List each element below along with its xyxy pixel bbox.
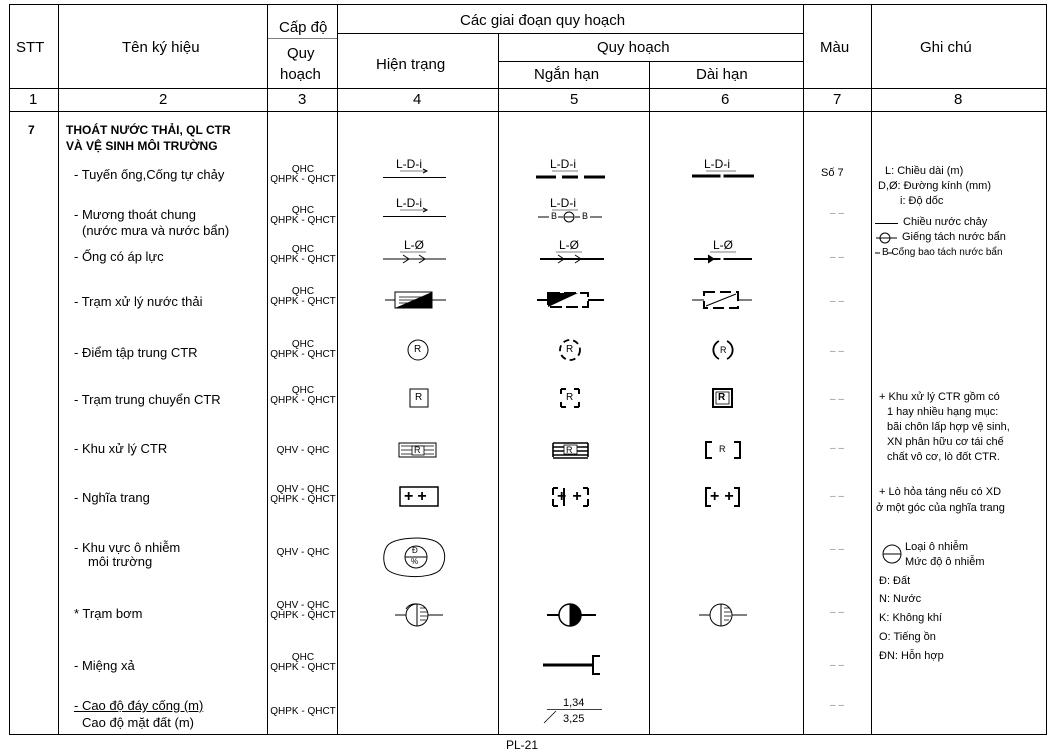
header-num-4: 4 bbox=[413, 91, 422, 108]
note-diameter: D,Ø: Đường kính (mm) bbox=[878, 180, 991, 192]
row-name-pump-station: * Trạm bơm bbox=[74, 606, 143, 621]
row-level-3b: QHPK - QHCT bbox=[270, 254, 336, 265]
section-number: 7 bbox=[28, 123, 35, 137]
row-level-2a: QHC bbox=[291, 205, 315, 216]
row-level-1a: QHC bbox=[291, 164, 315, 175]
symbol-elevation-invert: 1,34 bbox=[563, 697, 585, 709]
row-level-5b: QHPK - QHCT bbox=[270, 349, 336, 360]
symbol-lphi-short: L-Ø bbox=[559, 238, 580, 252]
symbol-ldi-long-1: L-D-i bbox=[704, 157, 730, 171]
row-color-12: – – bbox=[830, 700, 844, 711]
note-interceptor bbox=[882, 248, 1003, 258]
symbol-r-transfer-current: R bbox=[415, 392, 423, 403]
row-level-2b: QHPK - QHCT bbox=[270, 215, 336, 226]
row-color-3: – – bbox=[830, 252, 844, 263]
row-color-2: – – bbox=[830, 208, 844, 219]
row-level-11b: QHPK - QHCT bbox=[270, 662, 336, 673]
row-level-12a: QHPK - QHCT bbox=[270, 706, 336, 717]
note-waste-2: 1 hay nhiều hạng mục: bbox=[887, 406, 999, 418]
row-name-wastewater-plant: - Trạm xử lý nước thải bbox=[74, 294, 203, 309]
row-level-10a: QHV - QHC bbox=[276, 600, 330, 611]
symbol-r-point-short: R bbox=[566, 344, 574, 355]
header-num-5: 5 bbox=[570, 91, 579, 108]
row-color-10: – – bbox=[830, 607, 844, 618]
row-name-pipe-invert: - Cao độ đáy cống (m) bbox=[74, 698, 204, 713]
row-name-transfer-station: - Trạm trung chuyển CTR bbox=[74, 392, 221, 407]
header-short-term: Ngắn hạn bbox=[534, 66, 600, 83]
header-num-6: 6 bbox=[721, 91, 730, 108]
page-number: PL-21 bbox=[506, 738, 539, 752]
symbol-r-transfer-long: R bbox=[718, 392, 726, 403]
symbol-plus-short: ++ bbox=[557, 488, 588, 505]
symbol-b-left: B bbox=[551, 211, 558, 221]
header-planning: Quy hoạch bbox=[597, 39, 670, 56]
header-note: Ghi chú bbox=[920, 39, 972, 56]
row-name-gravity-pipe: - Tuyến ống,Cống tự chảy bbox=[74, 167, 225, 182]
note-waste-4: XN phân hữu cơ tái chế bbox=[887, 436, 1004, 448]
row-name-combined-ditch: - Mương thoát chung bbox=[74, 207, 197, 222]
symbol-r-point-current: R bbox=[414, 344, 422, 355]
header-num-2: 2 bbox=[159, 91, 168, 108]
section-title-line2: VÀ VỆ SINH MÔI TRƯỜNG bbox=[66, 139, 218, 153]
note-cemetery-2: ở một góc của nghĩa trang bbox=[876, 502, 1005, 514]
row-color-4: – – bbox=[830, 296, 844, 307]
note-mixed: ĐN: Hỗn hợp bbox=[879, 650, 944, 662]
row-level-3a: QHC bbox=[291, 244, 315, 255]
header-num-3: 3 bbox=[298, 91, 307, 108]
note-interceptor-b: B bbox=[882, 247, 889, 258]
header-level-line2: Quy bbox=[287, 45, 315, 62]
row-level-6b: QHPK - QHCT bbox=[270, 395, 336, 406]
note-slope: i: Độ dốc bbox=[900, 195, 944, 207]
note-noise: O: Tiếng ồn bbox=[879, 631, 936, 643]
row-name-combined-ditch-sub: (nước mưa và nước bẩn) bbox=[82, 223, 230, 238]
row-level-1b: QHPK - QHCT bbox=[270, 174, 336, 185]
symbol-plus-current: ++ bbox=[404, 488, 431, 505]
row-color-1: Số 7 bbox=[821, 167, 844, 179]
note-length: L: Chiều dài (m) bbox=[885, 165, 964, 177]
note-flow-direction: Chiều nước chảy bbox=[903, 216, 988, 228]
row-level-10b: QHPK - QHCT bbox=[270, 610, 336, 621]
header-stages: Các giai đoạn quy hoạch bbox=[460, 12, 626, 29]
row-level-9a: QHV - QHC bbox=[276, 547, 330, 558]
note-water: N: Nước bbox=[879, 593, 922, 605]
symbol-r-transfer-short: R bbox=[566, 392, 574, 403]
symbol-pollution-level: % bbox=[411, 557, 419, 566]
note-interceptor-text: Cống bao tách nước bẩn bbox=[891, 247, 1003, 258]
symbol-pollution-type: Đ bbox=[412, 546, 418, 555]
header-stt: STT bbox=[16, 39, 45, 56]
row-level-7a: QHV - QHC bbox=[276, 445, 330, 456]
row-level-8a: QHV - QHC bbox=[276, 484, 330, 495]
note-pollution-level: Mức độ ô nhiễm bbox=[905, 556, 985, 568]
header-num-7: 7 bbox=[833, 91, 842, 108]
row-level-5a: QHC bbox=[291, 339, 315, 350]
note-air: K: Không khí bbox=[879, 612, 942, 624]
note-waste-1: + Khu xử lý CTR gồm có bbox=[879, 391, 1000, 403]
row-level-11a: QHC bbox=[291, 652, 315, 663]
header-level-line3: hoạch bbox=[280, 66, 321, 83]
symbol-b-right: B bbox=[582, 211, 589, 221]
row-name-pressure-pipe: - Ống có áp lực bbox=[74, 249, 164, 264]
row-name-pollution-area: - Khu vực ô nhiễm bbox=[74, 540, 181, 555]
row-level-6a: QHC bbox=[291, 385, 315, 396]
symbol-lphi-long: L-Ø bbox=[713, 238, 734, 252]
symbol-plus-long: ++ bbox=[710, 488, 739, 505]
row-color-8: – – bbox=[830, 491, 844, 502]
symbol-ldi-current-2: L-D-i bbox=[396, 196, 422, 210]
note-waste-3: bãi chôn lấp hợp vệ sinh, bbox=[887, 421, 1010, 433]
symbol-lphi-current: L-Ø bbox=[404, 238, 425, 252]
row-level-4b: QHPK - QHCT bbox=[270, 296, 336, 307]
row-name-pollution-area-sub: môi trường bbox=[88, 554, 153, 569]
note-soil: Đ: Đất bbox=[879, 575, 911, 587]
symbol-ldi-short-1: L-D-i bbox=[550, 157, 576, 171]
note-waste-5: chất vô cơ, lò đốt CTR. bbox=[887, 451, 1000, 463]
row-level-8b: QHPK - QHCT bbox=[270, 494, 336, 505]
symbol-ldi-short-2: L-D-i bbox=[550, 196, 576, 210]
symbol-r-facility-long: R bbox=[719, 444, 726, 454]
symbol-r-facility-current: R bbox=[414, 445, 421, 455]
row-name-cemetery: - Nghĩa trang bbox=[74, 490, 150, 505]
row-color-11: – – bbox=[830, 660, 844, 671]
symbol-ldi-current-1: L-D-i bbox=[396, 157, 422, 171]
header-num-8: 8 bbox=[954, 91, 963, 108]
header-long-term: Dài hạn bbox=[696, 66, 748, 83]
note-cemetery-1: + Lò hỏa táng nếu có XD bbox=[879, 486, 1002, 498]
row-name-waste-point: - Điểm tập trung CTR bbox=[74, 345, 198, 360]
header-level-line1: Cấp độ bbox=[279, 19, 328, 36]
header-current: Hiện trạng bbox=[376, 56, 446, 73]
row-color-6: – – bbox=[830, 394, 844, 405]
row-name-ground-level: Cao độ mặt đất (m) bbox=[82, 715, 194, 730]
row-color-7: – – bbox=[830, 443, 844, 454]
section-title-line1: THOÁT NƯỚC THẢI, QL CTR bbox=[66, 123, 231, 137]
header-color: Màu bbox=[820, 39, 850, 56]
symbol-r-facility-short: R bbox=[566, 445, 573, 455]
row-level-4a: QHC bbox=[291, 286, 315, 297]
header-num-1: 1 bbox=[29, 91, 38, 108]
row-name-outlet: - Miệng xả bbox=[74, 658, 135, 673]
header-name: Tên ký hiệu bbox=[122, 39, 200, 56]
note-pollution-type: Loại ô nhiễm bbox=[905, 541, 968, 553]
row-color-5: – – bbox=[830, 346, 844, 357]
row-color-9: – – bbox=[830, 544, 844, 555]
symbol-elevation-ground: 3,25 bbox=[563, 713, 585, 725]
symbol-r-point-long: R bbox=[720, 345, 727, 355]
note-separator-well: Giếng tách nước bẩn bbox=[902, 231, 1006, 243]
row-name-waste-facility: - Khu xử lý CTR bbox=[74, 441, 168, 456]
